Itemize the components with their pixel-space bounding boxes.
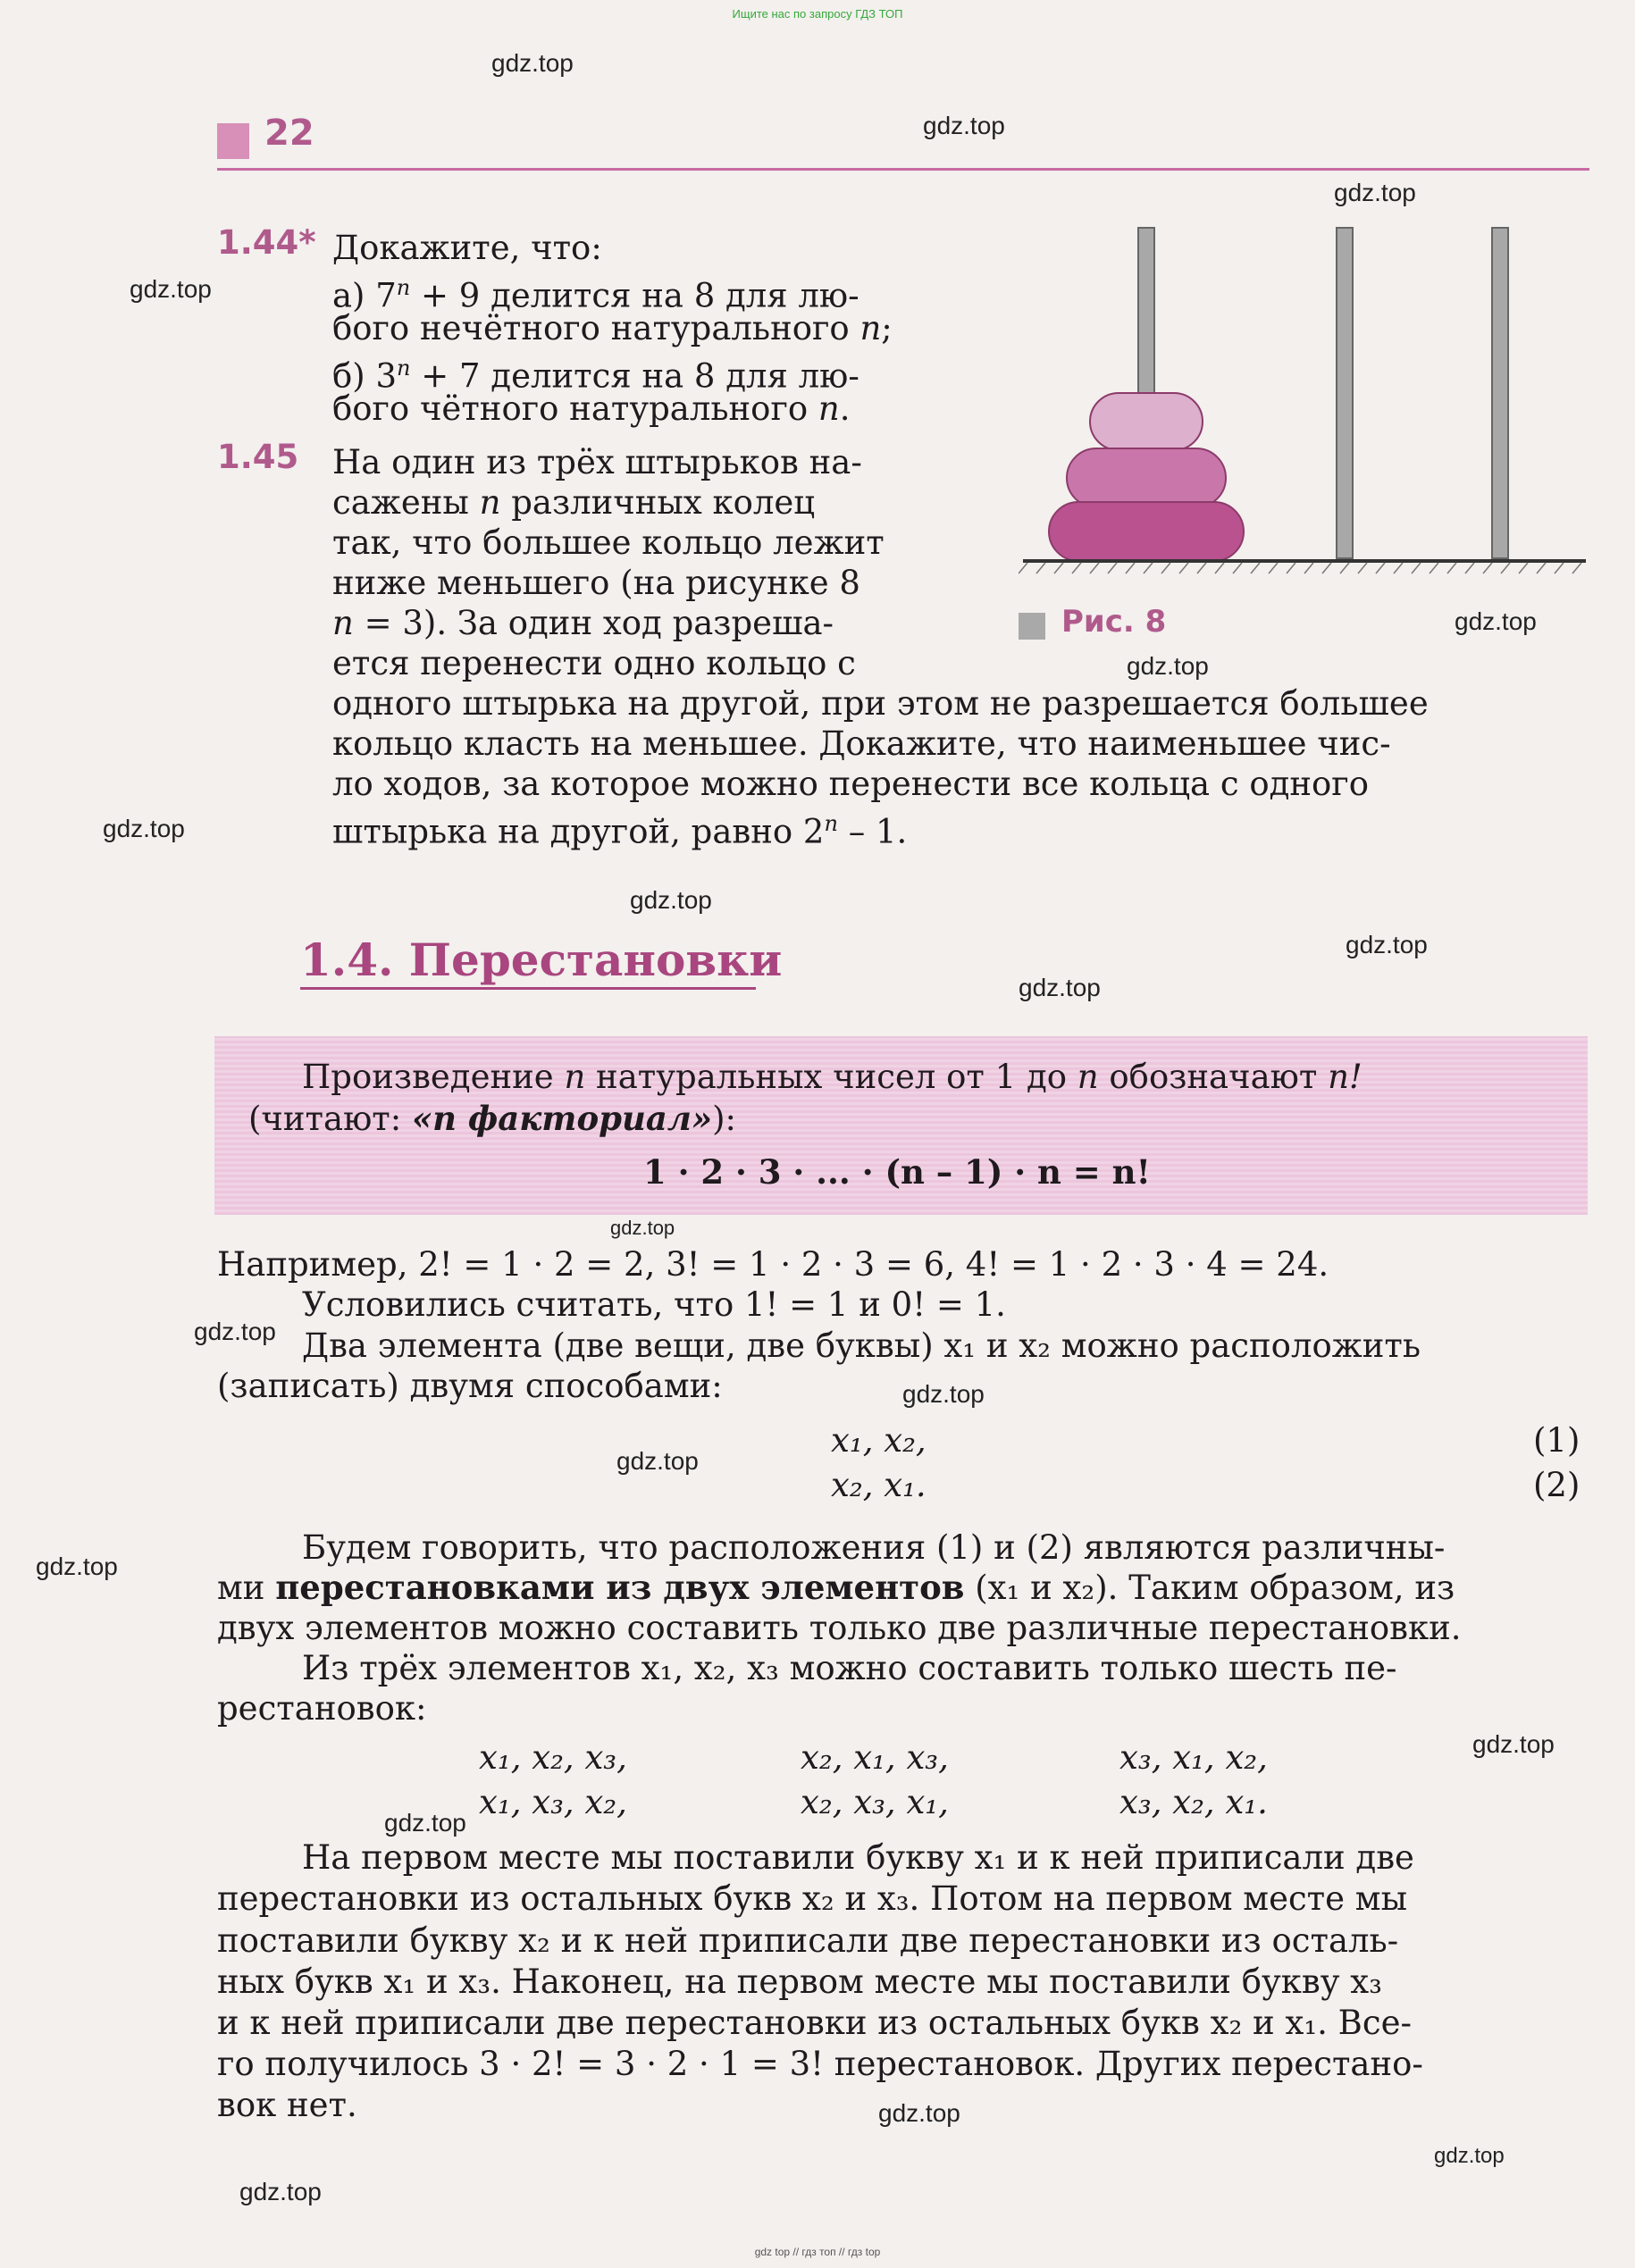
section-title: 1.4. Перестановки — [300, 933, 783, 986]
problem-text: кольцо класть на меньшее. Докажите, что наименьшее чис- — [332, 724, 1391, 763]
watermark: gdz.top — [1346, 931, 1428, 958]
problem-text: бого нечётного натурального n; — [332, 309, 893, 347]
watermark: gdz.top — [239, 2178, 322, 2205]
watermark: gdz.top — [616, 1447, 699, 1475]
watermark: gdz.top — [610, 1217, 675, 1239]
definition-text: Произведение n натуральных чисел от 1 до n обозначают n! — [302, 1058, 1362, 1096]
body-text: перестановки из остальных букв x₂ и x₃. Потом на первом месте мы — [217, 1879, 1408, 1918]
body-text: Будем говорить, что расположения (1) и (2) являются различны- — [302, 1528, 1446, 1567]
top-banner: Ищите нас по запросу ГДЗ ТОП — [732, 7, 903, 21]
permutation: x₂, x₃, x₁, — [801, 1783, 949, 1821]
permutation: x₁, x₂, x₃, — [479, 1738, 627, 1777]
problem-text: ниже меньшего (на рисунке 8 — [332, 564, 860, 602]
problem-number: 1.44* — [217, 223, 316, 262]
header-rule — [217, 168, 1589, 171]
ring-large — [1049, 502, 1244, 561]
watermark: gdz.top — [384, 1809, 466, 1837]
problem-text: n = 3). За один ход разреша- — [332, 604, 834, 642]
watermark: gdz.top — [1334, 179, 1416, 206]
body-text: вок нет. — [217, 2086, 357, 2124]
equation-number: (1) — [1533, 1421, 1580, 1460]
body-text: и к ней приписали две перестановки из остальных букв x₂ и x₁. Все- — [217, 2004, 1412, 2042]
arrangement-1: x₁, x₂, — [831, 1421, 926, 1460]
section-rule — [300, 987, 756, 990]
watermark: gdz.top — [1127, 652, 1209, 680]
definition-text: (читают: «n факториал»): — [248, 1099, 736, 1138]
problem-number: 1.45 — [217, 438, 299, 476]
body-text: ми перестановками из двух элементов (x₁ и x₂). Таким образом, из — [217, 1568, 1455, 1607]
body-text: го получилось 3 · 2! = 3 · 2 · 1 = 3! перестановок. Других перестано- — [217, 2045, 1423, 2083]
permutation: x₃, x₂, x₁. — [1119, 1783, 1268, 1821]
permutation: x₁, x₃, x₂, — [479, 1783, 627, 1821]
watermark: gdz.top — [1472, 1730, 1555, 1758]
watermark: gdz.top — [130, 275, 212, 303]
watermark: gdz.top — [878, 2099, 960, 2127]
watermark: gdz.top — [1434, 2144, 1505, 2168]
body-text: Условились считать, что 1! = 1 и 0! = 1. — [302, 1285, 1006, 1324]
watermark: gdz.top — [1019, 974, 1101, 1001]
body-text: На первом месте мы поставили букву x₁ и к ней приписали две — [302, 1838, 1414, 1877]
problem-text: бого чётного натурального n. — [332, 389, 851, 428]
watermark: gdz.top — [1455, 607, 1537, 635]
page-number-marker — [217, 123, 249, 159]
body-text: поставили букву x₂ и к ней приписали две перестановки из осталь- — [217, 1921, 1399, 1960]
problem-text: Докажите, что: — [332, 229, 602, 267]
permutation: x₂, x₁, x₃, — [801, 1738, 949, 1777]
watermark: gdz.top — [902, 1380, 985, 1408]
watermark: gdz.top — [194, 1318, 276, 1345]
problem-text: так, что большее кольцо лежит — [332, 523, 885, 562]
peg — [1337, 228, 1353, 558]
figure-marker — [1019, 613, 1045, 640]
problem-text: На один из трёх штырьков на- — [332, 443, 862, 481]
ring-medium — [1067, 448, 1226, 507]
problem-text: ется перенести одно кольцо с — [332, 644, 856, 682]
factorial-formula: 1 · 2 · 3 · ... · (n – 1) · n = n! — [643, 1152, 1151, 1192]
problem-text: одного штырька на другой, при этом не разрешается большее — [332, 684, 1429, 723]
permutation: x₃, x₁, x₂, — [1119, 1738, 1268, 1777]
body-text: ных букв x₁ и x₃. Наконец, на первом месте мы поставили букву x₃ — [217, 1963, 1382, 2001]
hanoi-figure — [1019, 223, 1590, 581]
watermark: gdz.top — [103, 815, 185, 842]
body-text: (записать) двумя способами: — [217, 1367, 723, 1405]
problem-text: б) $3^n + 7$ делится на 8 для лю- — [332, 356, 859, 396]
problem-text: а) $7^n + 9$ делится на 8 для лю- — [332, 275, 859, 315]
problem-text: ло ходов, за которое можно перенести все кольца с одного — [332, 765, 1369, 803]
body-text: Два элемента (две вещи, две буквы) x₁ и x₂ можно расположить — [302, 1326, 1421, 1365]
watermark: gdz.top — [491, 49, 574, 77]
ground-hatching — [1019, 563, 1581, 573]
page-number: 22 — [264, 113, 314, 154]
body-text: Из трёх элементов x₁, x₂, x₃ можно составить только шесть пе- — [302, 1649, 1397, 1687]
body-text: рестановок: — [217, 1689, 427, 1728]
figure-caption: Рис. 8 — [1061, 604, 1167, 640]
watermark: gdz.top — [36, 1552, 118, 1580]
bottom-banner: gdz top // гдз топ // гдз top — [754, 2246, 881, 2258]
body-text: двух элементов можно составить только две различные перестановки. — [217, 1609, 1462, 1647]
body-text: Например, 2! = 1 · 2 = 2, 3! = 1 · 2 · 3 = 6, 4! = 1 · 2 · 3 · 4 = 24. — [217, 1245, 1329, 1284]
equation-number: (2) — [1533, 1466, 1580, 1504]
problem-text: штырька на другой, равно 2$^n$ – 1. — [332, 811, 908, 851]
watermark: gdz.top — [923, 112, 1005, 139]
ring-small — [1090, 393, 1203, 450]
watermark: gdz.top — [630, 886, 712, 914]
arrangement-2: x₂, x₁. — [831, 1466, 926, 1504]
peg — [1492, 228, 1508, 558]
problem-text: сажены n различных колец — [332, 483, 816, 522]
